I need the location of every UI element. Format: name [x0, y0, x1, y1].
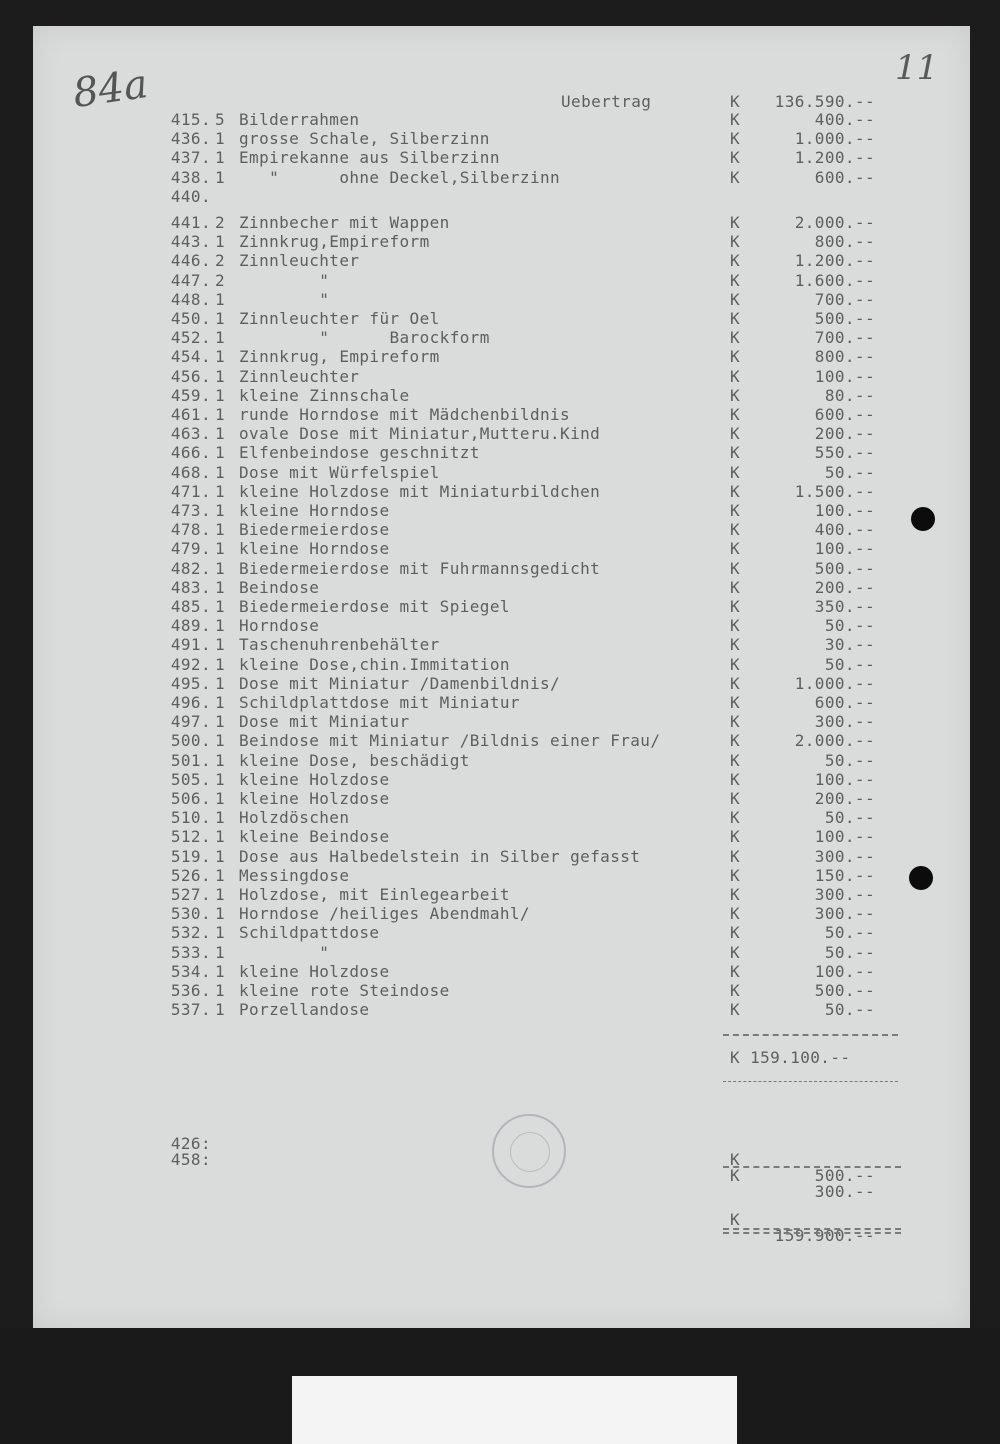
item-quantity: 1 [215, 731, 226, 751]
item-number: 452. [170, 328, 211, 348]
item-currency: K [730, 846, 741, 866]
item-currency: K [730, 309, 741, 328]
addendum-amount: 300.-- [814, 1182, 875, 1201]
item-number: 519. [170, 846, 211, 866]
item-description: kleine rote Steindose [239, 981, 450, 1000]
item-description: Horndose [239, 616, 320, 636]
item-quantity: 1 [215, 232, 226, 252]
item-number: 463. [170, 424, 211, 444]
item-amount: 100.-- [814, 769, 875, 789]
item-quantity: 1 [215, 865, 226, 885]
item-currency: K [730, 789, 741, 808]
item-description: " [239, 270, 330, 290]
item-amount: 100.-- [814, 501, 875, 520]
item-amount: 50.-- [824, 923, 875, 943]
item-description: kleine Dose, beschädigt [239, 750, 470, 770]
item-description: Taschenuhrenbehälter [239, 635, 440, 655]
item-number: 441. [170, 213, 211, 232]
item-currency: K [730, 213, 741, 232]
item-description: " [239, 289, 330, 309]
item-description: Empirekanne aus Silberzinn [239, 148, 500, 168]
item-quantity: 1 [215, 673, 226, 693]
scan-color-card [292, 1376, 737, 1444]
item-quantity: 1 [215, 520, 226, 540]
item-currency: K [730, 520, 741, 540]
subtotal-rule-bottom [723, 1081, 898, 1082]
item-currency: K [730, 577, 741, 597]
item-amount: 80.-- [824, 385, 875, 405]
item-description: Porzellandose [239, 1000, 370, 1020]
item-number: 450. [170, 309, 211, 328]
item-number: 456. [170, 366, 211, 386]
total-rule-bottom-2 [723, 1232, 901, 1234]
item-quantity: 1 [215, 904, 226, 924]
item-amount: 800.-- [814, 347, 875, 367]
item-currency: K [730, 129, 741, 149]
item-quantity: 1 [215, 289, 226, 309]
item-amount: 500.-- [814, 558, 875, 578]
item-number: 437. [170, 148, 211, 168]
item-description: Schildpattdose [239, 923, 380, 943]
item-quantity: 1 [215, 789, 226, 808]
item-amount: 300.-- [814, 846, 875, 866]
item-amount: 200.-- [814, 424, 875, 444]
item-description: kleine Holzdose [239, 961, 390, 981]
item-quantity: 1 [215, 827, 226, 847]
item-number: 527. [170, 885, 211, 904]
item-currency: K [730, 232, 741, 252]
item-quantity: 1 [215, 167, 226, 187]
item-description: grosse Schale, Silberzinn [239, 129, 490, 149]
item-amount: 1.600.-- [794, 270, 875, 290]
item-currency: K [730, 597, 741, 616]
item-description: Schildplattdose mit Miniatur [239, 693, 520, 712]
item-description: kleine Zinnschale [239, 385, 410, 405]
item-amount: 500.-- [814, 981, 875, 1000]
item-currency: K [730, 654, 741, 674]
item-description: Zinnkrug, Empireform [239, 347, 440, 367]
item-quantity: 2 [215, 270, 226, 290]
item-currency: K [730, 885, 741, 904]
item-number: 491. [170, 635, 211, 655]
item-quantity: 1 [215, 693, 226, 712]
item-currency: K [730, 251, 741, 271]
item-currency: K [730, 942, 741, 962]
item-description: Horndose /heiliges Abendmahl/ [239, 904, 530, 924]
item-quantity: 1 [215, 769, 226, 789]
item-currency: K [730, 539, 741, 559]
item-number: 537. [170, 1000, 211, 1020]
item-amount: 400.-- [814, 110, 875, 129]
item-amount: 100.-- [814, 539, 875, 559]
item-number: 512. [170, 827, 211, 847]
addendum-number: 426: [170, 1134, 211, 1153]
item-amount: 300.-- [814, 885, 875, 904]
total-currency: K [730, 1210, 741, 1229]
item-description: Holzdose, mit Einlegearbeit [239, 885, 510, 904]
item-number: 468. [170, 462, 211, 482]
item-number: 447. [170, 270, 211, 290]
item-number: 505. [170, 769, 211, 789]
item-amount: 2.000.-- [794, 731, 875, 751]
item-currency: K [730, 981, 741, 1000]
item-amount: 30.-- [824, 635, 875, 655]
item-description: Elfenbeindose geschnitzt [239, 443, 480, 463]
punch-hole [911, 507, 935, 531]
item-amount: 600.-- [814, 693, 875, 712]
punch-hole [909, 866, 933, 890]
item-quantity: 1 [215, 635, 226, 655]
item-number: 440. [170, 186, 211, 206]
item-currency: K [730, 167, 741, 187]
item-quantity: 1 [215, 942, 226, 962]
item-currency: K [730, 481, 741, 501]
item-description: Zinnbecher mit Wappen [239, 213, 450, 232]
item-currency: K [730, 424, 741, 444]
item-number: 533. [170, 942, 211, 962]
item-description: Dose mit Würfelspiel [239, 462, 440, 482]
item-amount: 50.-- [824, 750, 875, 770]
item-number: 496. [170, 693, 211, 712]
item-amount: 150.-- [814, 865, 875, 885]
item-currency: K [730, 616, 741, 636]
item-currency: K [730, 712, 741, 732]
carryover-label: Uebertrag [561, 92, 652, 111]
carryover-amount: 136.590.-- [774, 92, 875, 111]
item-description: Messingdose [239, 865, 350, 885]
item-currency: K [730, 693, 741, 712]
item-number: 492. [170, 654, 211, 674]
item-description: Bilderrahmen [239, 110, 360, 129]
item-number: 485. [170, 597, 211, 616]
carryover-currency: K [730, 92, 741, 111]
document-page [33, 26, 970, 1328]
item-amount: 700.-- [814, 328, 875, 348]
item-currency: K [730, 673, 741, 693]
item-amount: 300.-- [814, 712, 875, 732]
item-amount: 50.-- [824, 462, 875, 482]
item-quantity: 1 [215, 405, 226, 424]
item-description: Biedermeierdose mit Spiegel [239, 597, 510, 616]
item-number: 466. [170, 443, 211, 463]
item-quantity: 1 [215, 597, 226, 616]
item-quantity: 1 [215, 654, 226, 674]
item-description: Beindose [239, 577, 320, 597]
item-amount: 1.200.-- [794, 148, 875, 168]
item-quantity: 1 [215, 424, 226, 444]
item-quantity: 2 [215, 213, 226, 232]
item-amount: 600.-- [814, 405, 875, 424]
item-quantity: 1 [215, 558, 226, 578]
item-amount: 50.-- [824, 616, 875, 636]
item-amount: 1.200.-- [794, 251, 875, 271]
item-currency: K [730, 385, 741, 405]
item-amount: 2.000.-- [794, 213, 875, 232]
item-description: Beindose mit Miniatur /Bildnis einer Frau/ [239, 731, 661, 751]
item-number: 497. [170, 712, 211, 732]
item-currency: K [730, 827, 741, 847]
item-quantity: 1 [215, 616, 226, 636]
item-number: 534. [170, 961, 211, 981]
item-number: 478. [170, 520, 211, 540]
item-currency: K [730, 347, 741, 367]
item-description: Dose aus Halbedelstein in Silber gefasst [239, 846, 641, 866]
item-amount: 800.-- [814, 232, 875, 252]
item-number: 495. [170, 673, 211, 693]
addendum-number: 458: [170, 1150, 211, 1169]
item-number: 443. [170, 232, 211, 252]
item-description: Zinnleuchter [239, 366, 360, 386]
item-quantity: 1 [215, 347, 226, 367]
item-quantity: 1 [215, 1000, 226, 1020]
item-quantity: 1 [215, 328, 226, 348]
item-currency: K [730, 865, 741, 885]
item-currency: K [730, 923, 741, 943]
item-currency: K [730, 731, 741, 751]
item-number: 489. [170, 616, 211, 636]
item-quantity: 1 [215, 808, 226, 828]
item-number: 459. [170, 385, 211, 405]
item-number: 501. [170, 750, 211, 770]
item-description: " [239, 942, 330, 962]
item-amount: 200.-- [814, 577, 875, 597]
item-currency: K [730, 462, 741, 482]
item-number: 448. [170, 289, 211, 309]
item-number: 471. [170, 481, 211, 501]
item-number: 415. [170, 110, 211, 129]
handwritten-corner-mark: 11 [895, 48, 939, 88]
item-description: kleine Holzdose [239, 769, 390, 789]
item-description: kleine Dose,chin.Immitation [239, 654, 510, 674]
item-description: kleine Holzdose mit Miniaturbildchen [239, 481, 601, 501]
item-amount: 500.-- [814, 309, 875, 328]
handwritten-sheet-number: 84a [70, 61, 151, 117]
item-currency: K [730, 328, 741, 348]
item-amount: 100.-- [814, 827, 875, 847]
item-currency: K [730, 750, 741, 770]
item-number: 479. [170, 539, 211, 559]
item-currency: K [730, 148, 741, 168]
item-quantity: 5 [215, 110, 226, 129]
item-number: 532. [170, 923, 211, 943]
item-quantity: 1 [215, 961, 226, 981]
item-amount: 50.-- [824, 654, 875, 674]
item-quantity: 1 [215, 462, 226, 482]
item-description: kleine Horndose [239, 501, 390, 520]
item-description: " Barockform [239, 328, 490, 348]
total-row [33, 1196, 970, 1245]
item-amount: 700.-- [814, 289, 875, 309]
item-number: 536. [170, 981, 211, 1000]
item-quantity: 2 [215, 251, 226, 271]
item-amount: 600.-- [814, 167, 875, 187]
item-amount: 50.-- [824, 808, 875, 828]
item-currency: K [730, 635, 741, 655]
addendum-currency: K [730, 1150, 741, 1169]
addendum-amount: 500.-- [814, 1166, 875, 1185]
total-rule-top [723, 1166, 901, 1168]
item-description: Dose mit Miniatur /Damenbildnis/ [239, 673, 561, 693]
item-number: 446. [170, 251, 211, 271]
item-description: " ohne Deckel,Silberzinn [239, 167, 561, 187]
item-description: Zinnleuchter [239, 251, 360, 271]
item-amount: 100.-- [814, 961, 875, 981]
item-amount: 50.-- [824, 1000, 875, 1020]
item-row [33, 186, 970, 209]
item-number: 436. [170, 129, 211, 149]
item-description: Holzdöschen [239, 808, 350, 828]
item-description: Biedermeierdose [239, 520, 390, 540]
item-number: 510. [170, 808, 211, 828]
item-currency: K [730, 289, 741, 309]
item-description: Biedermeierdose mit Fuhrmannsgedicht [239, 558, 601, 578]
item-quantity: 1 [215, 750, 226, 770]
item-currency: K [730, 1000, 741, 1020]
item-amount: 550.-- [814, 443, 875, 463]
item-number: 506. [170, 789, 211, 808]
item-quantity: 1 [215, 148, 226, 168]
item-description: kleine Horndose [239, 539, 390, 559]
item-quantity: 1 [215, 366, 226, 386]
item-number: 438. [170, 167, 211, 187]
item-amount: 200.-- [814, 789, 875, 808]
item-amount: 100.-- [814, 366, 875, 386]
item-quantity: 1 [215, 443, 226, 463]
item-amount: 350.-- [814, 597, 875, 616]
item-quantity: 1 [215, 309, 226, 328]
item-number: 500. [170, 731, 211, 751]
item-amount: 1.500.-- [794, 481, 875, 501]
item-quantity: 1 [215, 385, 226, 405]
item-currency: K [730, 270, 741, 290]
item-number: 473. [170, 501, 211, 520]
item-description: Dose mit Miniatur [239, 712, 410, 732]
item-quantity: 1 [215, 712, 226, 732]
item-number: 483. [170, 577, 211, 597]
item-amount: 1.000.-- [794, 673, 875, 693]
item-quantity: 1 [215, 846, 226, 866]
item-currency: K [730, 808, 741, 828]
item-amount: 300.-- [814, 904, 875, 924]
item-currency: K [730, 405, 741, 424]
item-amount: 1.000.-- [794, 129, 875, 149]
item-currency: K [730, 904, 741, 924]
item-currency: K [730, 558, 741, 578]
item-description: Zinnkrug,Empireform [239, 232, 430, 252]
total-amount: 159.900.-- [774, 1226, 875, 1245]
item-quantity: 1 [215, 923, 226, 943]
item-quantity: 1 [215, 481, 226, 501]
item-quantity: 1 [215, 577, 226, 597]
item-amount: 50.-- [824, 942, 875, 962]
item-number: 530. [170, 904, 211, 924]
item-description: ovale Dose mit Miniatur,Mutteru.Kind [239, 424, 601, 444]
item-description: runde Horndose mit Mädchenbildnis [239, 405, 571, 424]
item-quantity: 1 [215, 539, 226, 559]
item-description: Zinnleuchter für Oel [239, 309, 440, 328]
item-currency: K [730, 501, 741, 520]
item-number: 526. [170, 865, 211, 885]
item-currency: K [730, 110, 741, 129]
item-currency: K [730, 961, 741, 981]
item-description: kleine Beindose [239, 827, 390, 847]
subtotal-amount: K 159.100.-- [730, 1048, 851, 1067]
item-number: 482. [170, 558, 211, 578]
item-quantity: 1 [215, 885, 226, 904]
item-currency: K [730, 769, 741, 789]
subtotal-rule-top [723, 1034, 898, 1036]
item-quantity: 1 [215, 981, 226, 1000]
item-currency: K [730, 443, 741, 463]
item-currency: K [730, 366, 741, 386]
item-amount: 400.-- [814, 520, 875, 540]
item-number: 461. [170, 405, 211, 424]
item-quantity: 1 [215, 129, 226, 149]
item-quantity: 1 [215, 501, 226, 520]
total-rule-bottom-1 [723, 1228, 901, 1230]
item-description: kleine Holzdose [239, 789, 390, 808]
item-row [33, 1002, 970, 1022]
addendum-currency: K [730, 1166, 741, 1185]
item-number: 454. [170, 347, 211, 367]
